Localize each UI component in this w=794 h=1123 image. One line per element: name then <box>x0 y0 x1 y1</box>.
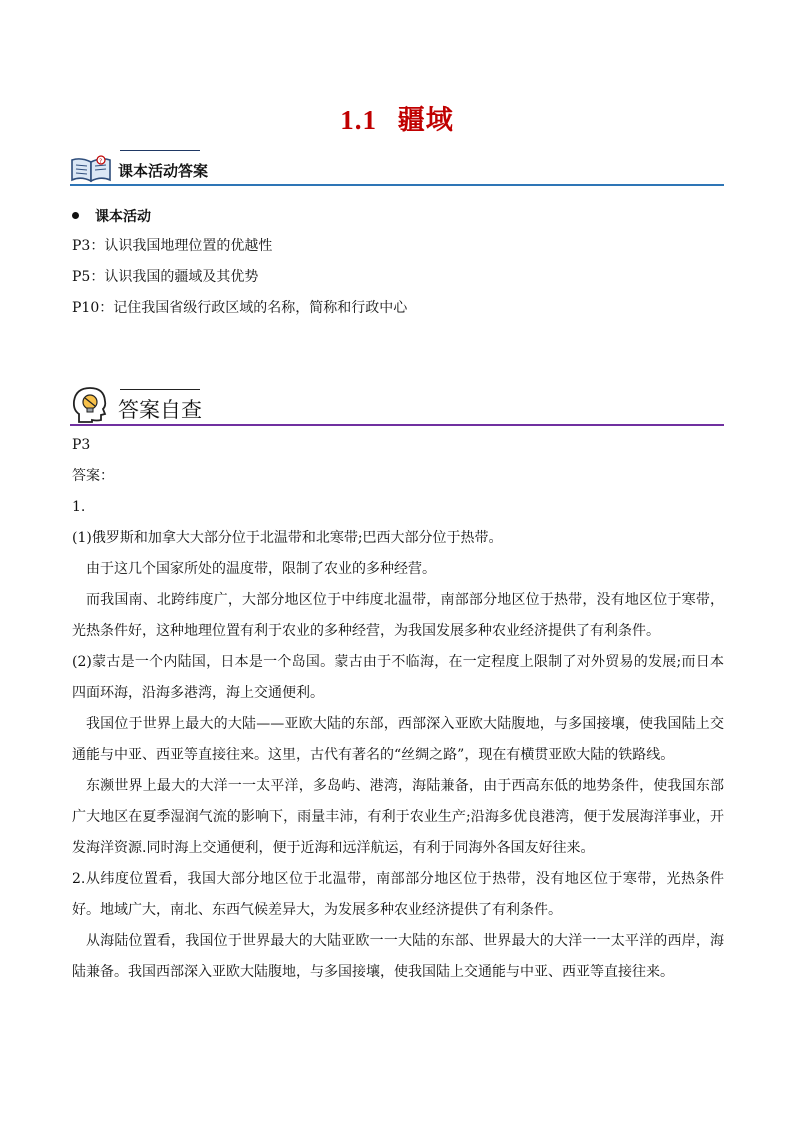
activity-item: P3：认识我国地理位置的优越性 <box>72 238 273 254</box>
title-text: 疆域 <box>397 105 454 136</box>
answer-paragraph: 1. <box>72 499 86 515</box>
section-activity-rule <box>70 184 724 186</box>
activity-item: P5：认识我国的疆域及其优势 <box>72 269 259 285</box>
answer-paragraph: 我国位于世界上最大的大陆——亚欧大陆的东部，西部深入亚欧大陆腹地，与多国接壤，使我国陆上交通能与中亚、西亚等直接往来。这里，古代有著名的“丝绸之路”，现在有横贯亚欧大陆的铁路线。 <box>72 716 724 763</box>
page-title <box>0 98 794 137</box>
section-answers-heading: 答案自查 <box>118 398 202 422</box>
open-book-icon <box>70 154 112 184</box>
head-lightbulb-icon <box>70 384 110 426</box>
answer-paragraph: 2.从纬度位置看，我国大部分地区位于北温带，南部部分地区位于热带，没有地区位于寒带，光热条件好。地域广大，南北、东西气候差异大，为发展多种农业经济提供了有利条件。 <box>72 871 724 918</box>
answer-paragraph: (1)俄罗斯和加拿大大部分位于北温带和北寒带;巴西大部分位于热带。 <box>72 530 503 546</box>
answer-paragraph: 东濒世界上最大的大洋一一太平洋，多岛屿、港湾，海陆兼备，由于西高东低的地势条件，使我国东部广大地区在夏季湿润气流的影响下，雨量丰沛，有利于农业生产;沿海多优良港湾，便于发展海洋事业，开发海洋资源.同时海上交通便利，便于近海和远洋航运，有利于同海外各国友好往来。 <box>72 778 724 856</box>
section-answers-header <box>70 382 724 430</box>
section-top-rule <box>120 389 200 390</box>
section-answers-rule <box>70 424 724 426</box>
answer-paragraph: 而我国南、北跨纬度广，大部分地区位于中纬度北温带，南部部分地区位于热带，没有地区位于寒带，光热条件好，这种地理位置有利于农业的多种经营，为我国发展多种农业经济提供了有利条件。 <box>72 592 724 639</box>
title-number: 1.1 <box>340 105 377 135</box>
section-activity-header <box>70 146 724 190</box>
activity-item: P10：记住我国省级行政区域的名称，简称和行政中心 <box>72 300 408 316</box>
section-activity-heading: 课本活动答案 <box>118 162 209 180</box>
svg-text:?: ? <box>99 158 103 165</box>
answers-body <box>72 430 724 988</box>
activity-bullet <box>72 206 151 226</box>
answer-paragraph: 从海陆位置看，我国位于世界最大的大陆亚欧一一大陆的东部、世界最大的大洋一一太平洋的西岸，海陆兼备。我国西部深入亚欧大陆腹地，与多国接壤，使我国陆上交通能与中亚、西亚等直接往来。 <box>72 933 724 980</box>
answer-paragraph: 由于这几个国家所处的温度带，限制了农业的多种经营。 <box>86 561 436 577</box>
answer-paragraph: P3 <box>72 437 91 453</box>
section-top-rule <box>120 150 200 151</box>
answer-paragraph: (2)蒙古是一个内陆国，日本是一个岛国。蒙古由于不临海，在一定程度上限制了对外贸易的发展;而日本四面环海，沿海多港湾，海上交通便利。 <box>72 654 724 701</box>
answer-paragraph: 答案： <box>72 468 114 484</box>
bullet-dot-icon <box>72 212 79 219</box>
activity-bullet-label: 课本活动 <box>95 209 151 225</box>
